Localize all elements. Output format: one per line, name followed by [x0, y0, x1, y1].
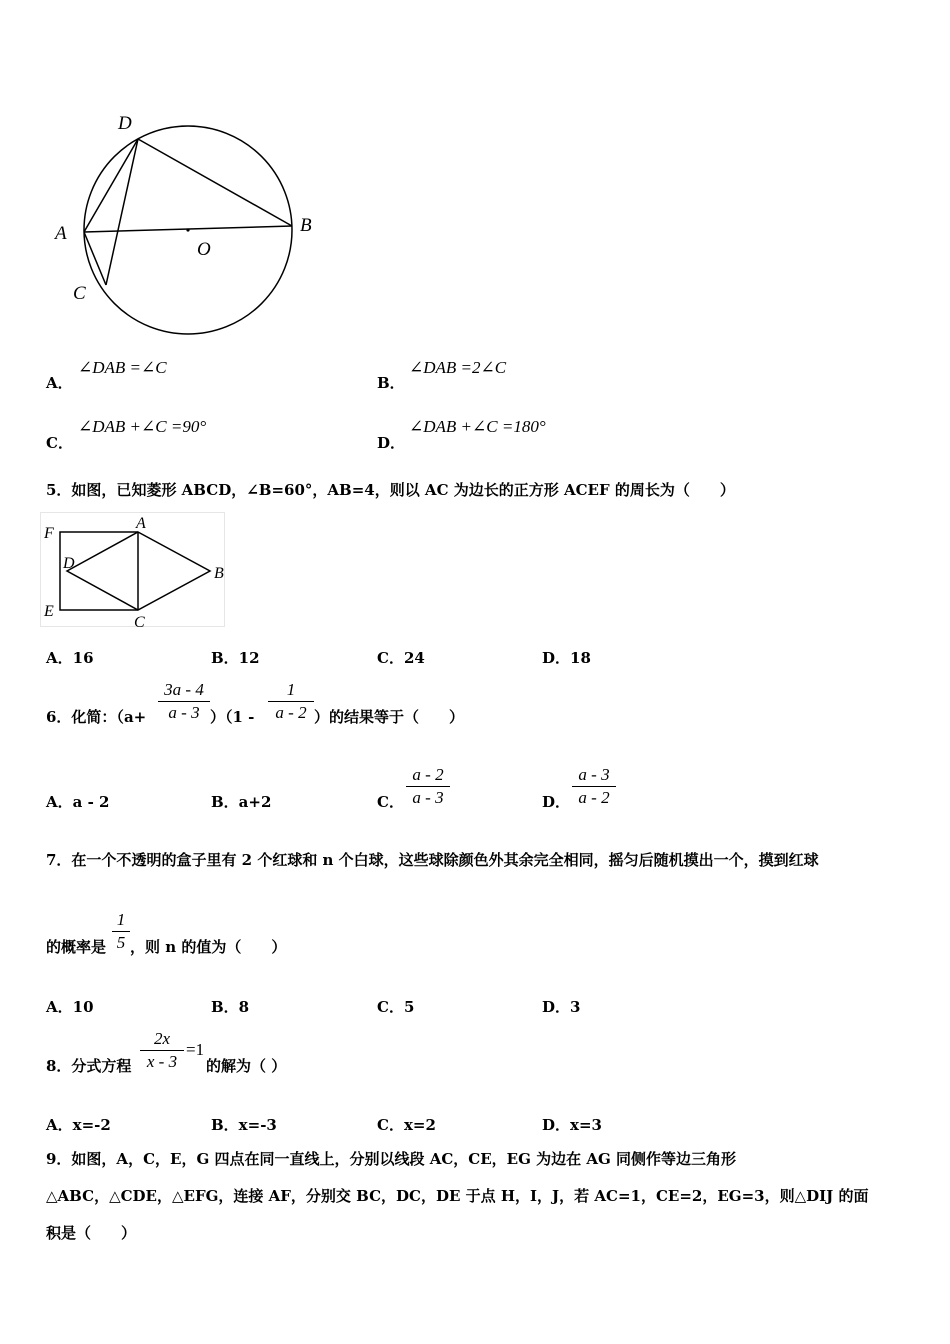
- q7-fraction: [112, 909, 130, 954]
- q7-line-2-prefix: 的概率是: [46, 938, 107, 956]
- q4-option-a-expr: ∠DAB =∠C: [78, 358, 167, 377]
- q8-prefix: 8．分式方程: [46, 1057, 132, 1075]
- label-D: D: [63, 555, 75, 572]
- q6-fraction-1: [158, 679, 210, 724]
- q6-mid: ）（1 -: [210, 708, 255, 726]
- label-A: A: [55, 223, 67, 244]
- label-B: B: [300, 215, 312, 236]
- q7-option-d: D．3: [542, 998, 581, 1016]
- q8-equals: =1: [186, 1040, 205, 1059]
- q4-option-c-expr: ∠DAB +∠C =90°: [78, 417, 207, 436]
- label-C: C: [134, 614, 145, 631]
- q8-fraction: [140, 1028, 184, 1073]
- label-O: O: [197, 239, 211, 260]
- label-A: A: [136, 515, 146, 532]
- q4-option-b-expr: ∠DAB =2∠C: [409, 358, 507, 377]
- q9-line-1: 9．如图，A，C，E，G 四点在同一直线上，分别以线段 AC，CE，EG 为边在 AG 同侧作等边三角形: [46, 1150, 737, 1168]
- q7-option-a: A．10: [46, 998, 94, 1016]
- q6-option-d-num: a - 3: [578, 765, 610, 784]
- q5-option-a: A．16: [46, 649, 94, 667]
- q7-option-c: C．5: [377, 998, 415, 1016]
- q5-question: 5．如图，已知菱形 ABCD，∠B=60°，AB=4，则以 AC 为边长的正方形 ACEF 的周长为（ ）: [46, 481, 735, 499]
- q4-option-d-letter: D．: [377, 434, 406, 452]
- q6-option-d-den: a - 2: [572, 786, 616, 809]
- q7-frac-num: 1: [116, 910, 126, 929]
- q6-option-c-fraction: [406, 764, 450, 809]
- label-D: D: [118, 113, 132, 134]
- q4-option-b-letter: B．: [377, 374, 405, 392]
- q7-line-1: 7．在一个不透明的盒子里有 2 个红球和 n 个白球，这些球除颜色外其余完全相同，摇匀后随机摸出一个，摸到红球: [46, 851, 819, 869]
- q6-option-c-letter: C．: [377, 793, 404, 811]
- q7-frac-den: 5: [112, 931, 130, 954]
- q8-option-c: C．x=2: [377, 1116, 436, 1134]
- q8-suffix: 的解为（ ）: [206, 1057, 287, 1075]
- q6-option-d-letter: D．: [542, 793, 571, 811]
- q9-line-2: △ABC，△CDE，△EFG，连接 AF，分别交 BC，DC，DE 于点 H，I，J，若 AC=1，CE=2，EG=3，则△DIJ 的面: [46, 1187, 869, 1205]
- q8-option-b: B．x=-3: [211, 1116, 277, 1134]
- q8-option-d: D．x=3: [542, 1116, 602, 1134]
- q6-frac2-den: a - 2: [268, 701, 314, 724]
- q7-option-b: B．8: [211, 998, 250, 1016]
- q6-frac1-num: 3a - 4: [164, 680, 204, 699]
- q6-frac1-den: a - 3: [158, 701, 210, 724]
- q6-option-c-den: a - 3: [406, 786, 450, 809]
- q5-option-b: B．12: [211, 649, 260, 667]
- q6-prefix: 6．化简：（a+: [46, 708, 147, 726]
- label-E: E: [44, 603, 54, 620]
- q6-fraction-2: [268, 679, 314, 724]
- circle-figure: [50, 110, 330, 350]
- q5-option-d: D．18: [542, 649, 591, 667]
- label-F: F: [44, 525, 54, 542]
- q8-option-a: A．x=-2: [46, 1116, 111, 1134]
- rhombus-square-figure: [40, 512, 230, 632]
- label-C: C: [73, 283, 86, 304]
- q7-line-2-suffix: ，则 n 的值为（ ）: [130, 938, 287, 956]
- label-B: B: [214, 565, 224, 582]
- q9-line-3: 积是（ ）: [46, 1224, 137, 1242]
- q6-option-a: A．a - 2: [46, 793, 110, 811]
- q4-option-c-letter: C．: [46, 434, 73, 452]
- q8-frac-den: x - 3: [140, 1050, 184, 1073]
- q6-option-b: B．a+2: [211, 793, 272, 811]
- q6-option-d-fraction: [572, 764, 616, 809]
- q4-option-a-letter: A．: [46, 374, 73, 392]
- q6-suffix: ）的结果等于（ ）: [314, 708, 465, 726]
- q5-option-c: C．24: [377, 649, 425, 667]
- q6-frac2-num: 1: [286, 680, 296, 699]
- q6-option-c-num: a - 2: [412, 765, 444, 784]
- q8-frac-num: 2x: [153, 1029, 171, 1048]
- q4-option-d-expr: ∠DAB +∠C =180°: [409, 417, 546, 436]
